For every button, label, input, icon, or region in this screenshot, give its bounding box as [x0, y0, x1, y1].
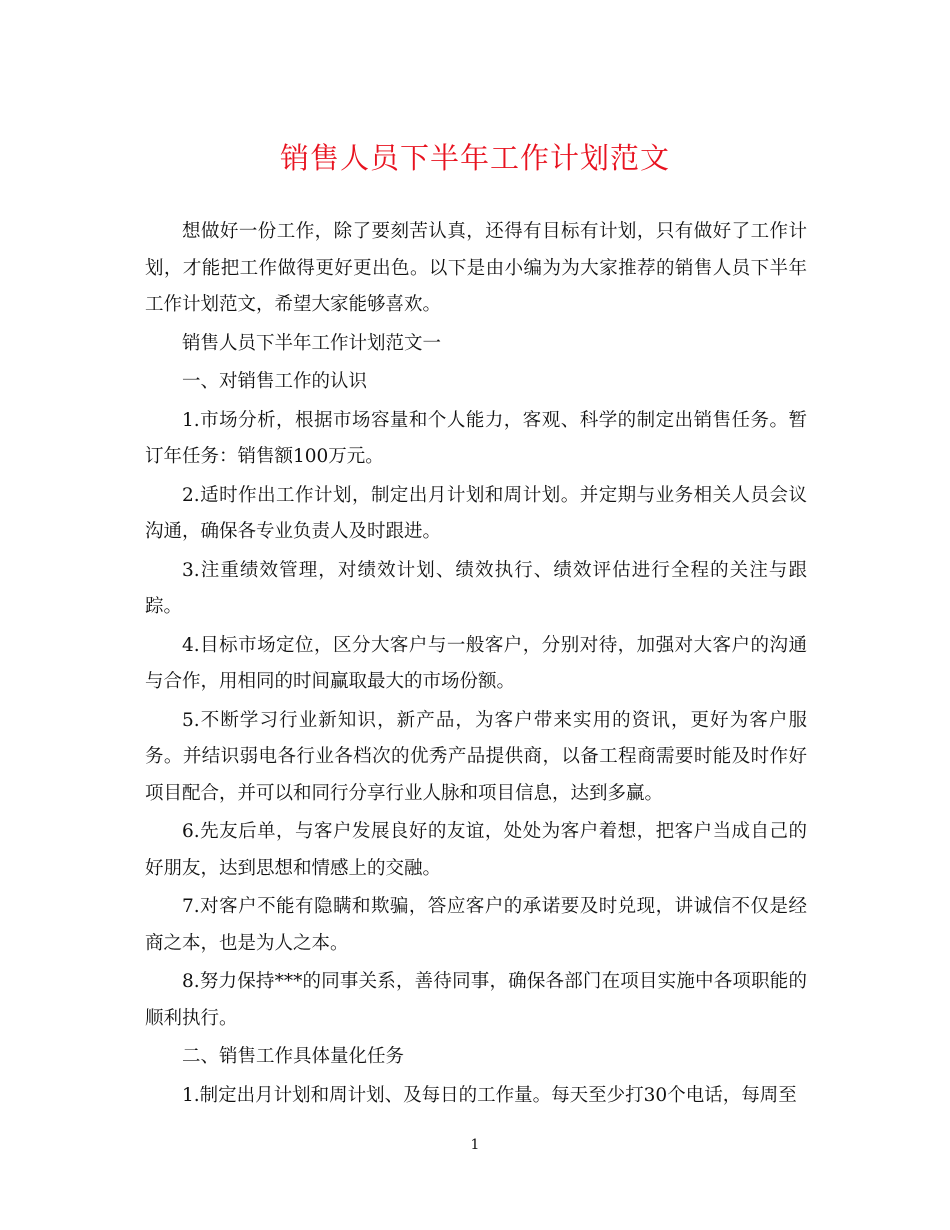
task-item-1: 1.制定出月计划和周计划、及每日的工作量。每天至少打30个电话，每周至	[182, 1084, 797, 1106]
list-item-4: 4.目标市场定位，区分大客户与一般客户，分别对待，加强对大客户的沟通与合作，用相同的时间赢取最大的市场份额。	[145, 634, 807, 692]
section-heading-quantified-tasks: 二、销售工作具体量化任务	[182, 1046, 405, 1067]
intro-paragraph: 想做好一份工作，除了要刻苦认真，还得有目标有计划，只有做好了工作计划，才能把工作做得更好更出色。以下是由小编为为大家推荐的销售人员下半年工作计划范文，希望大家能够喜欢。	[145, 221, 807, 315]
list-item-6: 6.先友后单，与客户发展良好的友谊，处处为客户着想，把客户当成自己的好朋友，达到思想和情感上的交融。	[145, 821, 807, 879]
document-title: 销售人员下半年工作计划范文	[279, 141, 670, 175]
list-item-5: 5.不断学习行业新知识，新产品，为客户带来实用的资讯，更好为客户服务。并结识弱电各行业各档次的优秀产品提供商，以备工程商需要时能及时作好项目配合，并可以和同行分享行业人脉和项目信息，达到多赢。	[145, 709, 807, 804]
page-number: 1	[470, 1137, 480, 1153]
list-item-2: 2.适时作出工作计划，制定出月计划和周计划。并定期与业务相关人员会议沟通，确保各专业负责人及时跟进。	[145, 484, 807, 542]
section-heading-sample-one: 销售人员下半年工作计划范文一	[182, 332, 442, 354]
list-item-8: 8.努力保持***的同事关系，善待同事，确保各部门在项目实施中各项职能的顺利执行。	[145, 971, 807, 1029]
list-item-7: 7.对客户不能有隐瞒和欺骗，答应客户的承诺要及时兑现，讲诚信不仅是经商之本，也是为人之本。	[145, 896, 807, 954]
document-body	[145, 214, 807, 1116]
section-heading-understanding: 一、对销售工作的认识	[182, 371, 368, 392]
list-item-3: 3.注重绩效管理，对绩效计划、绩效执行、绩效评估进行全程的关注与跟踪。	[145, 559, 807, 617]
list-item-1: 1.市场分析，根据市场容量和个人能力，客观、科学的制定出销售任务。暂订年任务：销售额100万元。	[145, 409, 807, 467]
